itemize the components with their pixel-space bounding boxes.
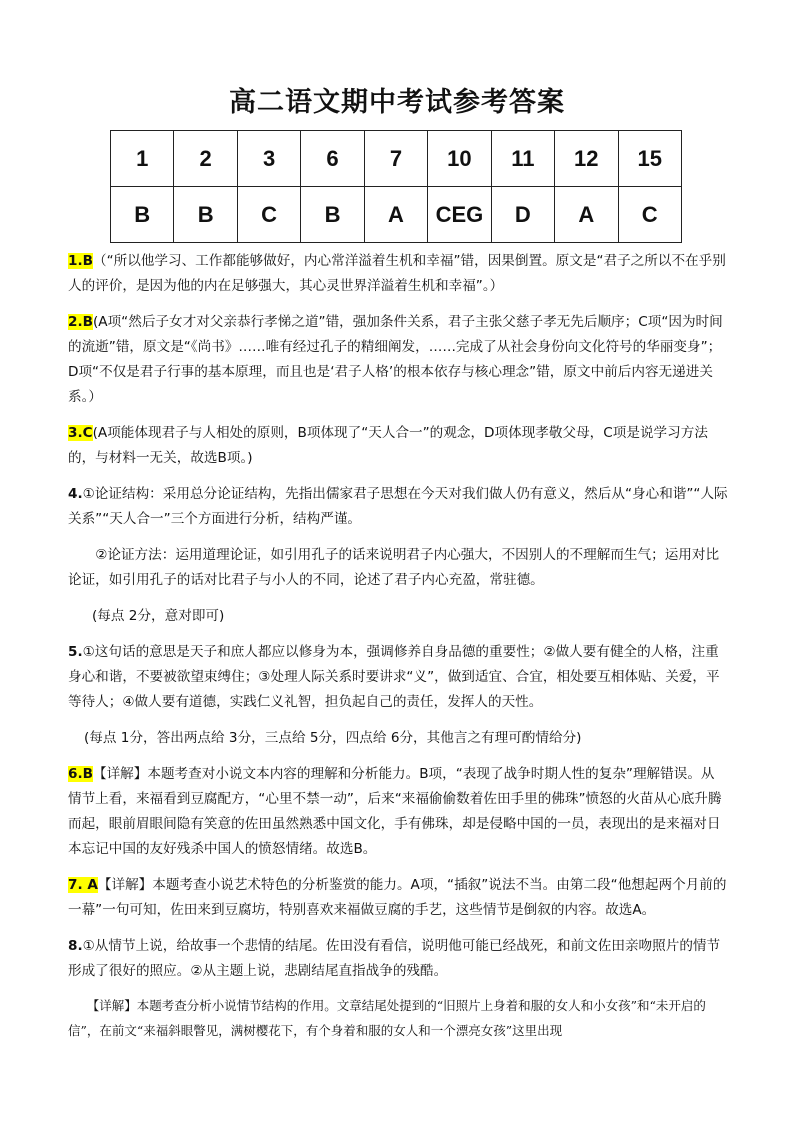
- answer-text: (A项“然后子女才对父亲恭行孝悌之道”错，强加条件关系，君子主张父慈子孝无先后顺序；C项“因为时间的流逝”错，原文是“《尚书》……唯有经过孔子的精细阐发，……完成了从社会身份向文化符号的华丽变身”；D项“不仅是君子行事的基本原理，而且也是‘君子人格’的根本依存与核心理念”错，原文中前后内容无递进关系。）: [68, 314, 723, 405]
- answer-item-1: [68, 249, 728, 299]
- answer-explanations: [68, 249, 728, 1043]
- answer-table: [110, 130, 682, 243]
- answer-cell: B: [111, 187, 174, 243]
- answer-label: 8.: [68, 938, 83, 954]
- answer-cell: A: [555, 187, 618, 243]
- answer-cell: CEG: [428, 187, 491, 243]
- question-number-cell: 12: [555, 131, 618, 187]
- answer-item-8-detail: 【详解】本题考查分析小说情节结构的作用。文章结尾处提到的“旧照片上身着和服的女人和小女孩”和“未开启的信”，在前文“来福斜眼瞥见，满树樱花下，有个身着和服的女人和一个漂亮女孩”这里出现: [68, 998, 706, 1038]
- answer-text: (A项能体现君子与人相处的原则，B项体现了“天人合一”的观念，D项体现孝敬父母，C项是说学习方法的，与材料一无关，故选B项。): [68, 425, 708, 466]
- answer-cell: B: [174, 187, 237, 243]
- answer-text: 【详解】本题考查对小说文本内容的理解和分析能力。B项，“表现了战争时期人性的复杂”理解错误。从情节上看，来福看到豆腐配方，“心里不禁一动”，后来“来福偷偷数着佐田手里的佛珠”愤怒的火苗从心底升腾而起，眼前眉眼间隐有笑意的佐田虽然熟悉中国文化，手有佛珠，却是侵略中国的一员，表现出的是来福对日本忘记中国的友好残杀中国人的愤怒情绪。故选B。: [68, 766, 722, 857]
- answer-item-4: [68, 482, 728, 532]
- answer-cell: B: [301, 187, 364, 243]
- answer-table-question-row: [111, 131, 682, 187]
- answer-text: ①论证结构：采用总分论证结构，先指出儒家君子思想在今天对我们做人仍有意义，然后从“身心和谐”“人际关系”“天人合一”三个方面进行分析，结构严谨。: [68, 486, 728, 527]
- answer-item-8: [68, 934, 728, 984]
- answer-table-answer-row: [111, 187, 682, 243]
- question-number-cell: 7: [364, 131, 427, 187]
- answer-item-3: [68, 421, 728, 471]
- answer-label: 2.B: [68, 314, 93, 330]
- question-number-cell: 3: [237, 131, 300, 187]
- answer-label: 3.C: [68, 425, 93, 441]
- answer-item-5: [68, 640, 728, 715]
- question-number-cell: 15: [618, 131, 682, 187]
- answer-label: 5.: [68, 644, 83, 660]
- question-number-cell: 2: [174, 131, 237, 187]
- answer-label: 1.B: [68, 253, 93, 269]
- answer-text: ①从情节上说，给故事一个悲情的结尾。佐田没有看信，说明他可能已经战死，和前文佐田亲吻照片的情节形成了很好的照应。②从主题上说，悲剧结尾直指战争的残酷。: [68, 938, 721, 979]
- answer-text: 【详解】本题考查小说艺术特色的分析鉴赏的能力。A项，“插叙”说法不当。由第二段“他想起两个月前的一幕”一句可知，佐田来到豆腐坊，特别喜欢来福做豆腐的手艺，这些情节是倒叙的内容。故选A。: [68, 877, 727, 918]
- answer-label: 7. A: [68, 877, 98, 893]
- question-number-cell: 6: [301, 131, 364, 187]
- answer-text: ①这句话的意思是天子和庶人都应以修身为本，强调修养自身品德的重要性；②做人要有健全的人格，注重身心和谐，不要被欲望束缚住；③处理人际关系时要讲求“义”，做到适宜、合宜，相处要互相体贴、关爱，平等待人；④做人要有道德，实践仁义礼智，担负起自己的责任，发挥人的天性。: [68, 644, 720, 710]
- scoring-note: (每点 1分，答出两点给 3分，三点给 5分，四点给 6分，其他言之有理可酌情给分): [84, 730, 582, 746]
- answer-item-2: [68, 310, 728, 410]
- answer-cell: C: [237, 187, 300, 243]
- scoring-note: (每点 2分，意对即可): [92, 608, 225, 624]
- question-number-cell: 1: [111, 131, 174, 187]
- question-number-cell: 10: [428, 131, 491, 187]
- answer-item-6: [68, 762, 728, 862]
- answer-cell: D: [491, 187, 554, 243]
- question-number-cell: 11: [491, 131, 554, 187]
- page-title: 高二语文期中考试参考答案: [229, 87, 565, 118]
- answer-item-7: [68, 873, 728, 923]
- answer-label: 4.: [68, 486, 83, 502]
- answer-item-4-part-2: ②论证方法：运用道理论证，如引用孔子的话来说明君子内心强大，不因别人的不理解而生气；运用对比论证，如引用孔子的话对比君子与小人的不同，论述了君子内心充盈，常驻德。: [68, 547, 720, 588]
- answer-cell: A: [364, 187, 427, 243]
- answer-label: 6.B: [68, 766, 93, 782]
- answer-cell: C: [618, 187, 682, 243]
- answer-text: （“所以他学习、工作都能够做好，内心常洋溢着生机和幸福”错，因果倒置。原文是“君子之所以不在乎别人的评价，是因为他的内在足够强大，其心灵世界洋溢着生机和幸福”。）: [68, 253, 726, 294]
